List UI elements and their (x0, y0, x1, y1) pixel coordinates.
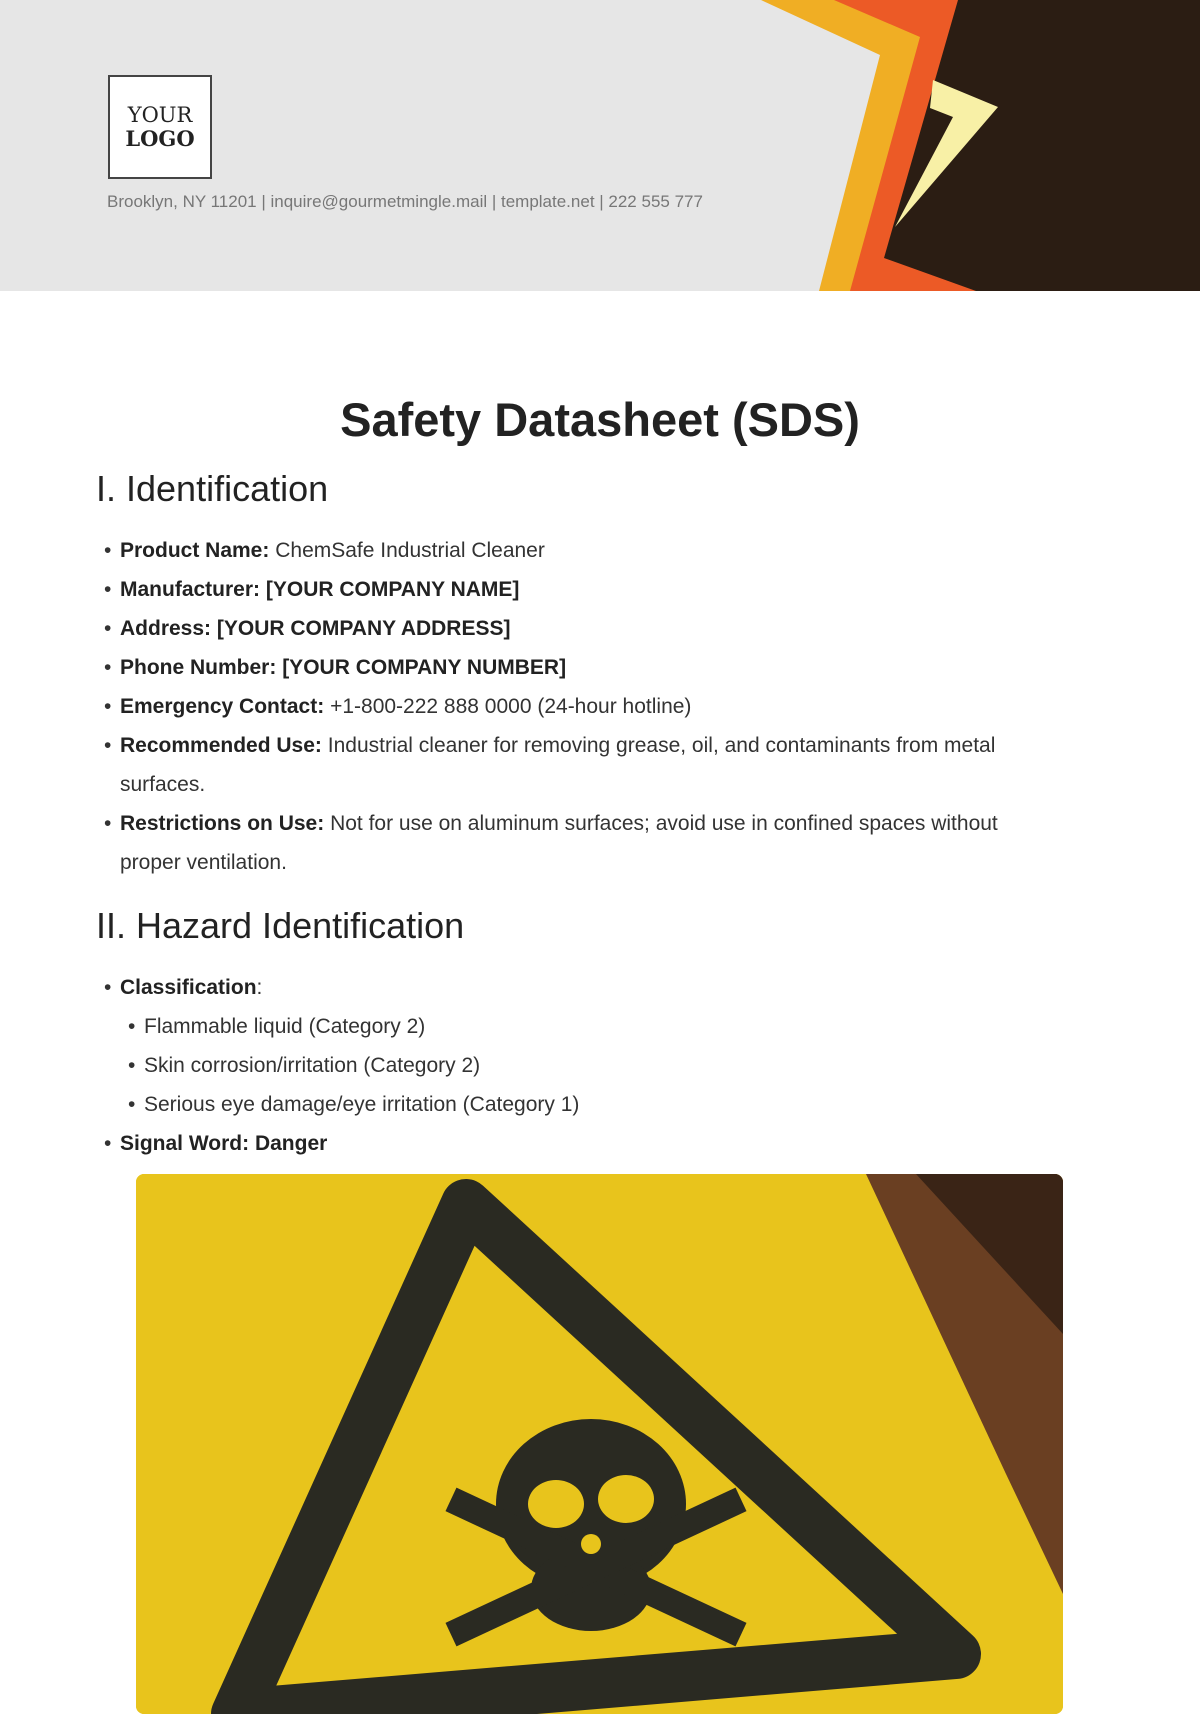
list-item: • Recommended Use: Industrial cleaner for removing grease, oil, and contaminants from metal surfaces. (104, 726, 1044, 804)
identification-list (104, 531, 1044, 882)
section-heading-hazard: II. Hazard Identification (96, 905, 465, 946)
header-banner (0, 0, 1200, 291)
list-item: • Serious eye damage/eye irritation (Category 1) (128, 1085, 1044, 1124)
page-title: Safety Datasheet (SDS) (340, 393, 860, 446)
list-item: • Emergency Contact: +1-800-222 888 0000 (24-hour hotline) (104, 687, 1044, 726)
logo-line2: LOGO (125, 126, 195, 151)
section-heading-identification: I. Identification (96, 468, 329, 509)
list-item: • Address: [YOUR COMPANY ADDRESS] (104, 609, 1044, 648)
contact-info: Brooklyn, NY 11201 | inquire@gourmetmingle.mail | template.net | 222 555 777 (107, 192, 703, 211)
list-item: • Phone Number: [YOUR COMPANY NUMBER] (104, 648, 1044, 687)
list-item: • Skin corrosion/irritation (Category 2) (128, 1046, 1044, 1085)
hazard-list (104, 968, 1044, 1163)
skull-warning-icon (136, 1174, 1063, 1714)
list-item: • Product Name: ChemSafe Industrial Cleaner (104, 531, 1044, 570)
classification-list (120, 1007, 1044, 1124)
list-item: • Classification: • Flammable liquid (Category 2) • Skin corrosion/irritation (Category 2) • Serious eye damage/eye irritation (Category 1) (104, 968, 1044, 1124)
list-item: • Signal Word: Danger (104, 1124, 1044, 1163)
logo-line1: YOUR (127, 103, 193, 127)
logo (108, 75, 212, 179)
list-item: • Flammable liquid (Category 2) (128, 1007, 1044, 1046)
list-item: • Manufacturer: [YOUR COMPANY NAME] (104, 570, 1044, 609)
list-item: • Restrictions on Use: Not for use on aluminum surfaces; avoid use in confined spaces without proper ventilation. (104, 804, 1044, 882)
hazard-sign-photo (136, 1174, 1063, 1714)
